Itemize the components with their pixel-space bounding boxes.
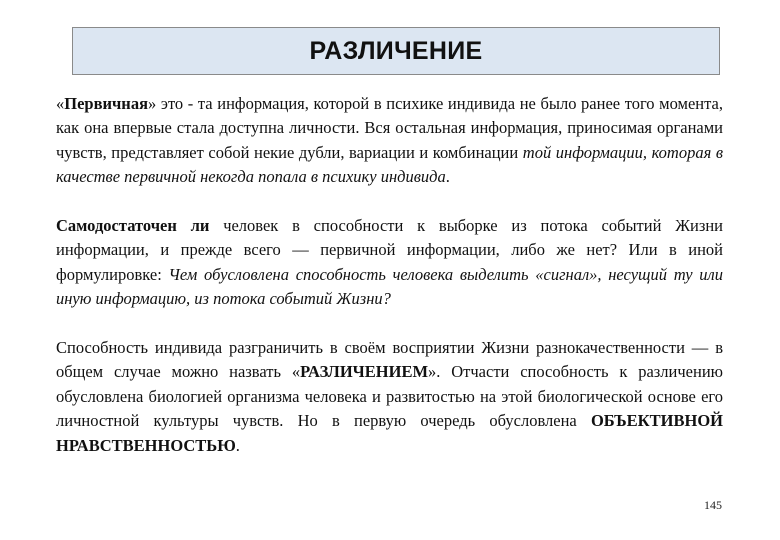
p3-bold2: ОБЪЕКТИВНОЙ НРАВСТВЕННОСТЬЮ — [56, 411, 723, 455]
p2-bold: Самодостаточен ли — [56, 216, 210, 236]
p2-italic: Чем обусловлена способность человека выделить «сигнал», несущий ту или иную информацию, из потока событий Жизни? — [56, 264, 723, 309]
slide-content — [56, 92, 723, 458]
paragraph-gap — [56, 312, 723, 336]
p3-text1: Способность индивида разграничить в своём восприятии Жизни разнокачественности — в общем случае можно назвать « — [56, 338, 723, 382]
p1-text: это - та информация, которой в психике индивида не было ранее того момента, как она впервые стала доступна личности. Вся остальная информация, приносимая органами чувств, представляет собой некие дубли, вариации и комбинации — [56, 94, 723, 162]
p2-text: человек в способности к выборке из потока событий Жизни информации, и прежде всего — первичной информации, либо же нет? Или в иной формулировке: — [56, 216, 723, 284]
title-box — [72, 27, 720, 75]
paragraph-discernment — [56, 336, 723, 458]
paragraph-self-sufficiency — [56, 214, 723, 312]
paragraph-primary-information — [56, 92, 723, 190]
p1-term: Первичная — [64, 94, 148, 113]
p3-text2: ». Отчасти способность к различению обусловлена биологией организма человека и развитостью на этой биологической основе его личностной культуры чувств. Но в первую очередь обусловлена — [56, 362, 723, 431]
p1-open-quote: « — [56, 94, 65, 113]
p3-end: . — [235, 435, 240, 455]
page-number: 145 — [704, 498, 722, 512]
p1-close-quote: » — [148, 94, 157, 113]
slide-title: РАЗЛИЧЕНИЕ — [309, 36, 483, 65]
paragraph-gap — [56, 190, 723, 214]
p1-italic: той информации, которая в качестве первичной некогда попала в психику индивида — [56, 142, 723, 187]
p1-end: . — [445, 167, 450, 187]
p3-bold1: РАЗЛИЧЕНИЕМ — [300, 362, 429, 382]
